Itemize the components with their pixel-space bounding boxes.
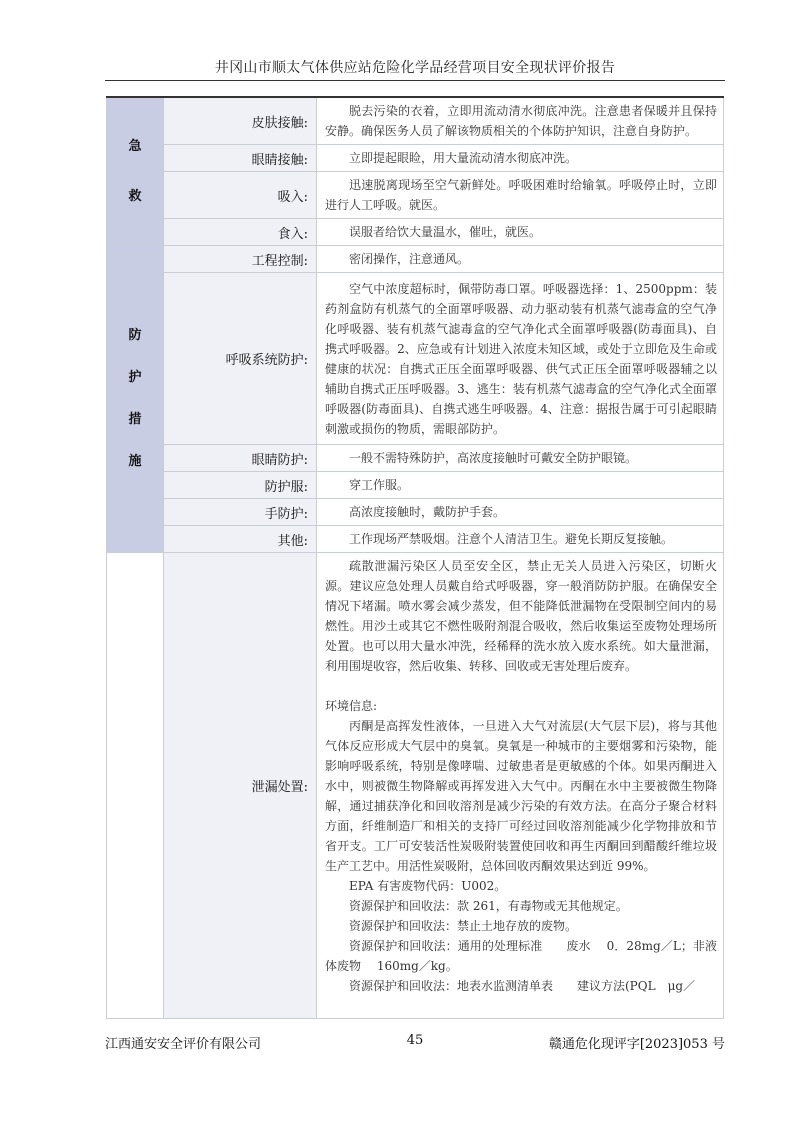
spacer xyxy=(325,676,717,696)
table-row xyxy=(107,145,724,172)
row-text-content: 空气中浓度超标时，佩带防毒口罩。呼吸器选择：1、2500ppm：装药剂盒防有机蒸气的全面罩呼吸器、动力驱动装有机蒸气滤毒盒的空气净化呼吸器、装有机蒸气滤毒盒的空气净化式全面罩呼吸器(防毒面具)、自携式呼吸器。2、应急或有计划进入浓度未知区域，或处于立即危及生命或健康的状况：自携式正压全面罩呼吸器、供气式正压全面罩呼吸器辅之以辅助自携式正压呼吸器。3、逃生：装有机蒸气滤毒盒的空气净化式全面罩呼吸器(防毒面具)、自携式逃生呼吸器。4、注意：据报告属于可引起眼睛刺激或损伤的物质，需眼部防护。 xyxy=(325,281,717,436)
footer-company: 江西通安安全评价有限公司 xyxy=(105,1037,262,1052)
leak-text xyxy=(317,553,724,1019)
category-char: 防 xyxy=(128,328,142,343)
leak-line: 资源保护和回收法：地表水监测清单表 建议方法(PQL μg／ xyxy=(349,979,696,993)
row-text xyxy=(317,472,724,499)
row-label: 食入: xyxy=(164,219,317,246)
row-text xyxy=(317,145,724,172)
row-text xyxy=(317,219,724,246)
leak-line: 资源保护和回收法：款 261，有毒物或无其他规定。 xyxy=(349,899,628,913)
footer-doc-number: 赣通危化现评字[2023]053 号 xyxy=(548,1037,725,1052)
row-label: 防护服: xyxy=(164,472,317,499)
footer-page-number: 45 xyxy=(406,1033,424,1048)
table-row xyxy=(107,246,724,273)
table-row xyxy=(107,499,724,526)
row-text-content: 穿工作服。 xyxy=(349,478,410,492)
leak-line: 资源保护和回收法：禁止土地存放的废物。 xyxy=(349,919,578,933)
table-row xyxy=(107,445,724,472)
leak-para-2: 丙酮是高挥发性液体，一旦进入大气对流层(大气层下层)，将与其他气体反应形成大气层中的臭氧。臭氧是一种城市的主要烟雾和污染物，能影响呼吸系统，特别是像哮喘、过敏患者是更敏感的个体。如果丙酮进入水中，则被微生物降解或再挥发进入大气中。丙酮在水中主要被微生物降解，通过捕获净化和回收溶剂是减少污染的有效方法。在高分子聚合材料方面，纤维制造厂和相关的支持厂可经过回收溶剂能减少化学物排放和节省开支。工厂可安装活性炭吸附装置使回收和再生丙酮回到醋酸纤维垃圾生产工艺中。用活性炭吸附，总体回收丙酮效果达到近 99%。 xyxy=(325,719,717,873)
table-row xyxy=(107,97,724,145)
row-text-content: 高浓度接触时，戴防护手套。 xyxy=(349,505,506,519)
table-row xyxy=(107,526,724,553)
row-text xyxy=(317,273,724,445)
row-text-content: 迅速脱离现场至空气新鲜处。呼吸困难时给输氧。呼吸停止时，立即进行人工呼吸。就医。 xyxy=(325,178,717,212)
category-char: 施 xyxy=(128,454,142,469)
category-char: 护 xyxy=(128,370,142,385)
row-text xyxy=(317,445,724,472)
row-label: 工程控制: xyxy=(164,246,317,273)
table-row xyxy=(107,553,724,1019)
table-row xyxy=(107,219,724,246)
row-text-content: 密闭操作，注意通风。 xyxy=(349,252,470,266)
row-label: 泄漏处置: xyxy=(164,553,317,1019)
row-text xyxy=(317,246,724,273)
row-label: 其他: xyxy=(164,526,317,553)
page-footer xyxy=(105,1033,725,1055)
category-protection xyxy=(107,246,164,553)
row-text xyxy=(317,499,724,526)
row-text-content: 脱去污染的衣着，立即用流动清水彻底冲洗。注意患者保暖并且保持安静。确保医务人员了解该物质相关的个体防护知识，注意自身防护。 xyxy=(325,104,717,138)
category-char: 急 xyxy=(128,138,142,154)
row-text-content: 工作现场严禁吸烟。注意个人清洁卫生。避免长期反复接触。 xyxy=(349,532,674,546)
leak-line: 资源保护和回收法：通用的处理标准 废水 0．28mg／L；非液体废物 160mg／kg。 xyxy=(325,939,717,973)
row-text-content: 立即提起眼睑，用大量流动清水彻底冲洗。 xyxy=(349,151,578,165)
row-label: 呼吸系统防护: xyxy=(164,273,317,445)
page-header xyxy=(105,58,725,81)
table-row xyxy=(107,472,724,499)
leak-para-1: 疏散泄漏污染区人员至安全区，禁止无关人员进入污染区，切断火源。建议应急处理人员戴自给式呼吸器，穿一般消防防护服。在确保安全情况下堵漏。喷水雾会减少蒸发，但不能降低泄漏物在受限制空间内的易燃性。用沙土或其它不燃性吸附剂混合吸收，然后收集运至废物处理场所处置。也可以用大量水冲洗，经稀释的洗水放入废水系统。如大量泄漏，利用围堤收容，然后收集、转移、回收或无害处理后废弃。 xyxy=(325,559,717,673)
row-label: 皮肤接触: xyxy=(164,97,317,145)
table-row xyxy=(107,273,724,445)
row-label: 眼睛接触: xyxy=(164,145,317,172)
leak-line: EPA 有害废物代码：U002。 xyxy=(349,879,507,893)
row-text-content: 一般不需特殊防护，高浓度接触时可戴安全防护眼镜。 xyxy=(349,451,638,465)
row-text xyxy=(317,172,724,219)
row-label: 吸入: xyxy=(164,172,317,219)
category-first-aid xyxy=(107,97,164,246)
row-text-content: 误服者给饮大量温水，催吐，就医。 xyxy=(349,225,542,239)
category-char: 救 xyxy=(128,188,142,204)
row-label: 眼睛防护: xyxy=(164,445,317,472)
msds-table xyxy=(106,96,724,1019)
category-empty xyxy=(107,553,164,1019)
row-text xyxy=(317,97,724,145)
env-title: 环境信息: xyxy=(325,699,378,713)
row-text xyxy=(317,526,724,553)
row-label: 手防护: xyxy=(164,499,317,526)
category-char: 措 xyxy=(128,412,142,427)
table-row xyxy=(107,172,724,219)
header-title: 井冈山市顺太气体供应站危险化学品经营项目安全现状评价报告 xyxy=(214,60,616,76)
